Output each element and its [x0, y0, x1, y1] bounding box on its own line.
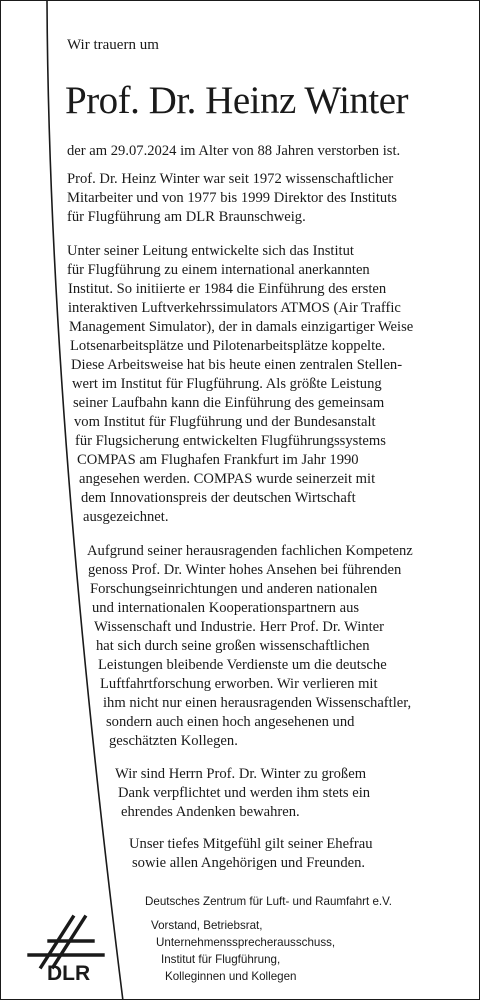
text-line: sowie allen Angehörigen und Freunden. [132, 855, 366, 871]
signatory-line: Unternehmenssprecherausschuss, [156, 936, 336, 949]
text-line: Unser tiefes Mitgefühl gilt seiner Ehefrau [129, 836, 373, 852]
text-line: Prof. Dr. Heinz Winter war seit 1972 wissenschaftlicher [67, 171, 394, 187]
text-line: für Flugführung zu einem international anerkannten [67, 262, 370, 278]
text-line: Wir sind Herrn Prof. Dr. Winter zu großem [115, 766, 367, 782]
text-line: Unter seiner Leitung entwickelte sich das Institut [67, 243, 354, 259]
text-line: vom Institut für Flugführung und der Bundesanstalt [74, 414, 376, 430]
dlr-logo-text: DLR [47, 962, 91, 985]
text-line: Lotsenarbeitsplätze und Pilotenarbeitsplätze koppelte. [70, 338, 386, 354]
signatory-line: Institut für Flugführung, [161, 953, 281, 966]
text-line: Dank verpflichtet und werden ihm stets ein [118, 785, 371, 801]
text-line: seiner Laufbahn kann die Einführung des gemeinsam [73, 395, 385, 411]
text-line: Aufgrund seiner herausragenden fachlichen Kompetenz [87, 543, 413, 559]
text-line: Institut. So initiierte er 1984 die Einführung des ersten [68, 281, 387, 297]
text-line: für Flugführung am DLR Braunschweig. [67, 209, 306, 225]
text-line: ehrendes Andenken bewahren. [121, 804, 300, 820]
text-line: Diese Arbeitsweise hat bis heute einen zentralen Stellen- [71, 357, 403, 373]
organization-name: Deutsches Zentrum für Luft- und Raumfahrt e.V. [145, 895, 393, 908]
dlr-logo [23, 913, 109, 993]
deceased-name: Prof. Dr. Heinz Winter [65, 79, 409, 122]
text-line: Mitarbeiter und von 1977 bis 1999 Direktor des Instituts [67, 190, 397, 206]
text-line: wert im Institut für Flugführung. Als größte Leistung [72, 376, 382, 392]
text-line: dem Innovationspreis der deutschen Wirtschaft [81, 490, 356, 506]
text-line: Wissenschaft und Industrie. Herr Prof. Dr. Winter [94, 619, 384, 635]
text-line: für Flugsicherung entwickelten Flugführungssystems [75, 433, 386, 449]
text-line: interaktiven Luftverkehrssimulators ATMOS (Air Traffic [68, 300, 401, 316]
text-line: genoss Prof. Dr. Winter hohes Ansehen bei führenden [88, 562, 402, 578]
text-line: hat sich durch seine großen wissenschaftlichen [96, 638, 370, 654]
intro-text: Wir trauern um [67, 37, 159, 53]
text-line: COMPAS am Flughafen Frankfurt im Jahr 1990 [77, 452, 359, 468]
text-line: ihm nicht nur einen herausragenden Wissenschaftler, [103, 695, 412, 711]
text-line: Leistungen bleibende Verdienste um die deutsche [98, 657, 387, 673]
text-line: sondern auch einen hoch angesehenen und [106, 714, 355, 730]
text-line: Luftfahrtforschung erworben. Wir verlieren mit [100, 676, 378, 692]
text-line: Management Simulator), der in damals einzigartiger Weise [69, 319, 414, 335]
text-line: Forschungseinrichtungen und anderen nationalen [90, 581, 378, 597]
text-line: und internationalen Kooperationspartnern aus [92, 600, 360, 616]
signatory-line: Vorstand, Betriebsrat, [151, 919, 263, 932]
signatory-line: Kolleginnen und Kollegen [165, 970, 297, 983]
text-line: ausgezeichnet. [83, 509, 169, 525]
text-line: geschätzten Kollegen. [109, 733, 238, 749]
death-date-line: der am 29.07.2024 im Alter von 88 Jahren verstorben ist. [67, 143, 401, 159]
text-line: angesehen werden. COMPAS wurde seinerzeit mit [79, 471, 376, 487]
